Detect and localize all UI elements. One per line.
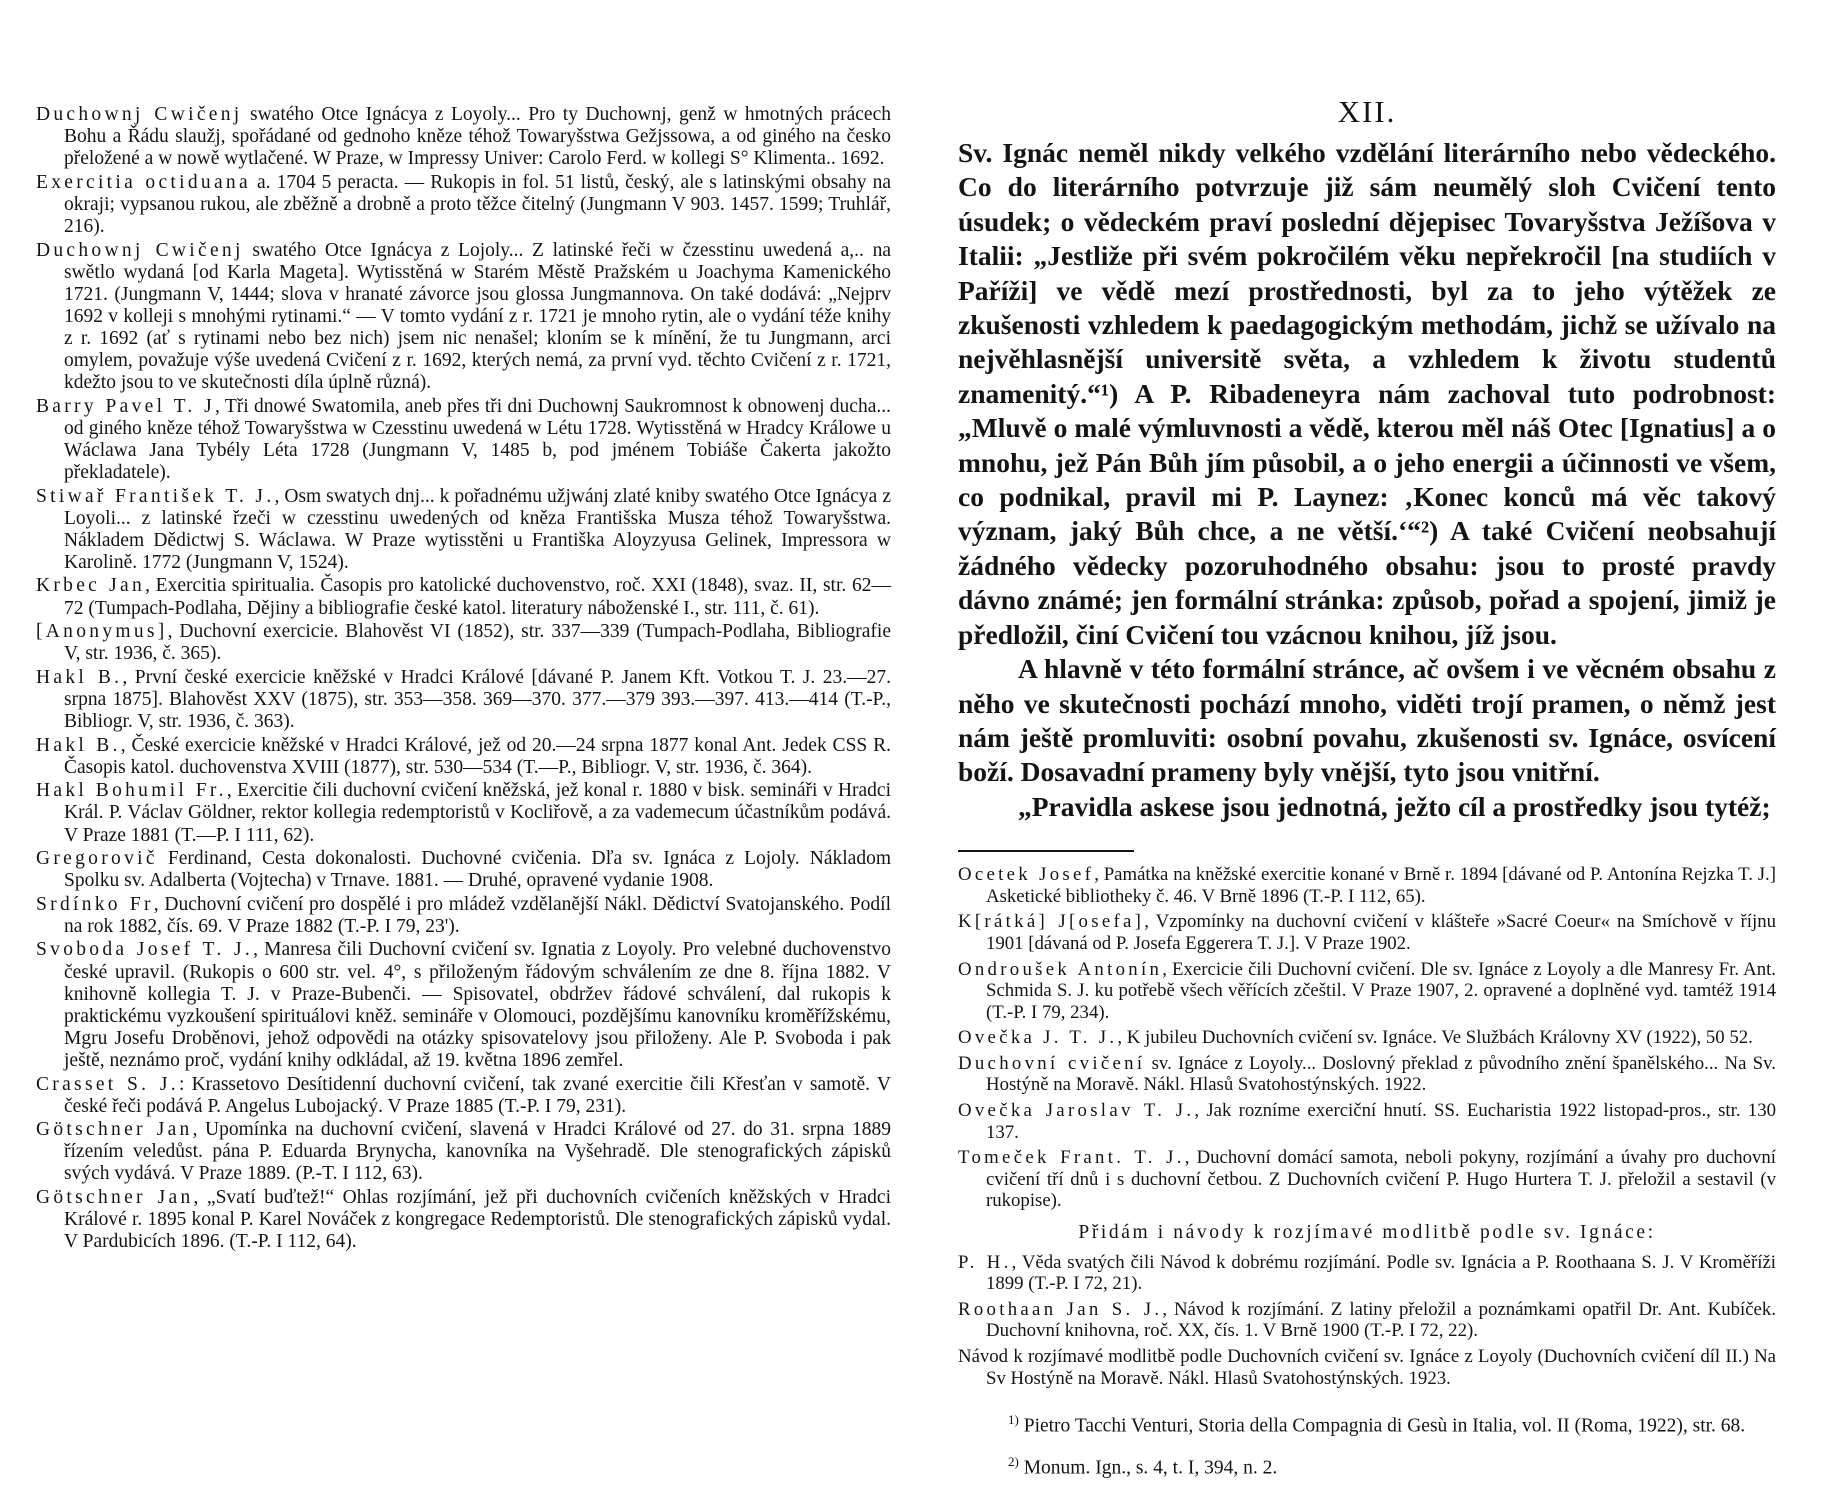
page-number: XII. [1337, 94, 1397, 129]
entry-text: , Duchovní cvičení pro dospělé i pro mládež vzdělanější Nákl. Dědictví Svatojanského. Podíl na rok 1882, čís. 69. V Praze 1882 (T.-P. I 79, 23'). [64, 893, 891, 937]
bibliography-entry [36, 848, 891, 892]
entry-author: K[rátká] J[osefa] [958, 911, 1145, 933]
entry-text: , Osm swatych dnj... k pořadnému užjwánj zlaté kniby swatého Otce Ignácya z Loyoli... z latinské řzeči w czesstinu uwedených od kněza Františska Musza téhož Towaryšstwa. Nákladem Dědictwj S. Wáclawa. W Praze wytisstěni u Františka Aloyzyusa Gelinek, Impressora w Karolině. 1772 (Jungmann V, 1524). [64, 485, 891, 573]
entry-author: Exercitia octiduana [36, 171, 251, 193]
entry-author: Stiwař František T. J. [36, 485, 275, 507]
entry-author: Hakl B. [36, 666, 123, 688]
entry-text: , K jubileu Duchovních cvičení sv. Ignáce. Ve Službách Královny XV (1922), 50 52. [1117, 1027, 1753, 1049]
entry-text: , „Svatí buďtež!“ Ohlas rozjímání, jež při duchovních cvičeních kněžských v Hradci Králové r. 1895 konal P. Karel Nováček z kongregace Redemptoristů. Dle stenografických zápisků vydal. V Pardubicích 1896. (T.-P. I 112, 64). [64, 1187, 891, 1253]
entry-author: Gregorovič [36, 848, 158, 870]
body-text [958, 136, 1776, 824]
bibliography-entry [36, 621, 891, 665]
entry-text: , Duchovní domácí samota, neboli pokyny, rozjímání a úvahy pro duchovní cvičení tří dnů i s duchovní četbou. Z Duchovních cvičení P. Hugo Hurtera T. J. přeložil a sestavil (v rukopise). [986, 1147, 1777, 1212]
entry-author: Götschner Jan [36, 1119, 193, 1141]
entry-author: Duchownj Cwičenj [36, 239, 244, 261]
bibliography-entry [36, 396, 891, 484]
bibliography-entry [958, 1346, 1776, 1389]
bibliography-entry [36, 1187, 891, 1253]
entry-text: , Návod k rozjímání. Z latiny přeložil a poznámkami opatřil Dr. Ant. Kubíček. Duchovní knihovna, roč. XX, čís. 1. V Brně 1900 (T.-P. I 72, 22). [986, 1298, 1776, 1342]
entry-author: Götschner Jan [36, 1187, 194, 1208]
footnote-text: Pietro Tacchi Venturi, Storia della Compagnia di Gesù in Italia, vol. II (Roma, 1922), str. 68. [1018, 1415, 1746, 1437]
footnote [958, 1405, 1776, 1441]
bibliography-entry [36, 575, 891, 619]
entry-text: , Exercitia spiritualia. Časopis pro katolické duchovenstvo, roč. XXI (1848), svaz. II, str. 62—72 (Tumpach-Podlaha, Dějiny a bibliografie české katol. literatury náboženské I., str. 111, č. 61). [64, 575, 891, 619]
entry-text: Ferdinand, Cesta dokonalosti. Duchovné cvičenia. Dľa sv. Ignáca z Lojoly. Nákladom Spolku sv. Adalberta (Vojtecha) v Trnave. 1881. — Druhé, opravené vydanie 1908. [64, 848, 891, 892]
bibliography-entry [958, 1299, 1776, 1342]
left-page [36, 104, 891, 1255]
entry-author: Krbec Jan [36, 575, 146, 597]
bibliography-entry [958, 864, 1776, 907]
entry-text: , Tři dnowé Swatomila, aneb přes tři dni Duchownj Saukromnost k obnowenj ducha... od giného kněze téhož Towaryšstwa w Czesstinu uwedená w Létu 1728. Wytisstěná w Hradcy Králowe u Wáclawa Jana Tybély Léta 1728 (Jungmann V, 1485 b, pod jménem Tobiáše Čakerta jakožto překladatele). [64, 395, 891, 483]
right-page [958, 94, 1776, 1488]
entry-text: , Věda svatých čili Návod k dobrému rozjímání. Podle sv. Ignácia a P. Roothaana S. J. V Kroměříži 1899 (T.-P. I 72, 21). [986, 1251, 1776, 1295]
entry-author: Ondroušek Antonín [958, 958, 1163, 980]
footnote-mark: 2) [1008, 1453, 1019, 1469]
entry-text: , Památka na kněžské exercitie konané v Brně r. 1894 [dávané od P. Antonína Rejzka T. J.] Asketické bibliotheky č. 46. V Brně 1896 (T.-P. I 112, 65). [986, 864, 1776, 907]
entry-author: Ovečka J. T. J. [958, 1027, 1118, 1049]
entry-text: , Manresa čili Duchovní cvičení sv. Ignatia z Loyoly. Pro velebné duchovenstvo české upravil. (Rukopis o 600 str. vel. 4°, s přiloženým řádovým schválením ze dne 8. října 1882. V knihovně kollegia T. J. v Praze-Bubenči. — Spisovatel, obdržev řádové schválení, dal rukopis k praktickému vyzkoušení spirituálovi kněž. semináře v Olomouci, pozdějšímu kanovníku kroměřížskému, Mgru Josefu Droběnovi, jehož odpovědi na otázky spisovatelovy jsou přiloženy. Ale P. Svoboda i pak ještě, neznámo proč, vydání knihy odkládal, až 19. května 1896 zemřel. [64, 939, 892, 1071]
entry-text: , Vzpomínky na duchovní cvičení v klášteře »Sacré Coeur« na Smíchově v říjnu 1901 [dávaná od P. Josefa Eggerera T. J.]. V Praze 1902. [986, 911, 1776, 954]
bibliography-entry [36, 780, 891, 846]
bibliography-entry [958, 1100, 1776, 1143]
entry-text: sv. Ignáce z Loyoly... Doslovný překlad z původního znění španělského... Na Sv. Hostýně na Moravě. Nákl. Hlasů Svatohostýnských. 1922. [986, 1052, 1776, 1096]
bibliography-entry [958, 1252, 1776, 1295]
body-paragraph: „Pravidla askese jsou jednotná, ježto cíl a prostředky jsou tytéž; [1018, 790, 1771, 822]
entry-author: Srdínko Fr [36, 893, 154, 915]
bibliography-entry [36, 894, 891, 938]
entry-text: , Jak rozníme exerciční hnutí. SS. Eucharistia 1922 listopad-pros., str. 130 137. [986, 1100, 1776, 1143]
entry-text: , České exercicie kněžské v Hradci Králové, jež od 20.—24 srpna 1877 konal Ant. Jedek CSS R. Časopis katol. duchovenstva XVIII (1877), str. 530—534 (T.—P., Bibliogr. V, str. 1936, č. 364). [64, 734, 892, 778]
bibliography-entry [36, 735, 891, 779]
entry-text: , Upomínka na duchovní cvičení, slavená v Hradci Králové od 27. do 31. srpna 1889 řízením veledůst. pána P. Eduarda Brynycha, kanovníka na Vyšehradě. Dle stenografických zápisků svých vydává. V Praze 1889. (P.-T. I 112, 63). [64, 1119, 891, 1185]
entry-text: : Krassetovo Desítidenní duchovní cvičení, tak zvané exercitie čili Křesťan v samotě. V české řeči podává P. Angelus Lubojacký. V Praze 1885 (T.-P. I 79, 231). [64, 1073, 891, 1117]
entry-author: Barry Pavel T. J [36, 395, 216, 417]
entry-text: , První české exercicie kněžské v Hradci Králové [dávané P. Janem Kft. Votkou T. J. 23.—27. srpna 1875]. Blahověst XXV (1875), str. 353—358. 369—370. 377.—379 393.—397. 413.—414 (T.-P., Bibliogr. V, str. 1936, č. 363). [64, 666, 891, 733]
bibliography-entry [958, 1027, 1776, 1049]
entry-author: Hakl B. [36, 734, 121, 756]
bibliography-entry [36, 104, 891, 170]
bibliography-entry [36, 667, 891, 733]
entry-author: Tomeček Frant. T. J. [958, 1147, 1185, 1169]
entry-author: Ocetek Josef [958, 864, 1095, 886]
entry-text: , Exercicie čili Duchovní cvičení. Dle sv. Ignáce z Loyoly a dle Manresy Fr. Ant. Schmida S. J. ku potřebě všech věřících zčeštil. V Praze 1907, 2. opravené a doplněné vyd. tamtéž 1914 (T.-P. I 79, 234). [986, 958, 1776, 1023]
entry-author: [Anonymus] [36, 621, 168, 643]
bibliography-entry [36, 486, 891, 574]
entry-text: swatého Otce Ignácya z Loyoly... Pro ty Duchownj, genž w hmotných prácech Bohu a Řádu slaužj, spořádané od gednoho kněze téhož Towaryšstwa Gežjssowa, a od giného na česko přeložené a w nowě wytlačené. W Praze, w Impressy Univer: Carolo Ferd. w kollegi S° Klimenta.. 1692. [64, 104, 891, 170]
footnote-text: Monum. Ign., s. 4, t. I, 394, n. 2. [1018, 1457, 1278, 1479]
bibliography-entry [36, 240, 891, 395]
entry-author: P. H. [958, 1251, 1012, 1273]
bibliography-entry [958, 1053, 1776, 1096]
entry-author: Hakl Bohumil Fr. [36, 780, 227, 802]
entry-text: Návod k rozjímavé modlitbě podle Duchovních cvičení sv. Ignáce z Loyoly (Duchovních cvičení díl II.) Na Sv Hostýně na Moravě. Nákl. Hlasů Svatohostýnských. 1923. [958, 1346, 1776, 1389]
bibliography-entry [36, 1119, 891, 1185]
section-subheading: Přidám i návody k rozjímavé modlitbě podle sv. Ignáce: [1078, 1222, 1656, 1244]
entry-text: swatého Otce Ignácya z Lojoly... Z latinské řeči w čzesstinu uwedená a,.. na swětlo wydaná [od Karla Mageta]. Wytisstěná w Starém Městě Pražském u Joachyma Kamenického 1721. (Jungmann V, 1444; slova v hranaté závorce jsou glossa Jungmannova. On také dodává: „Nejprv 1692 v kolleji s mnohými rytinami.“ — V tomto vydání z r. 1721 je mnoho rytin, ale o vydání téže knihy z r. 1692 (ať s rytinami nebo bez nich) jsem nic nenašel; kloním se k mínění, že tu Jungmann, arci omylem, považuje výše uvedená Cvičení z r. 1692, kterých nemá, za první vyd. těchto Cvičení z r. 1721, kdežto jsou to ve skutečnosti díla úplně různá). [64, 239, 891, 394]
entry-author: Svoboda Josef T. J. [36, 939, 254, 961]
bibliography-entry [36, 1074, 891, 1118]
entry-author: Duchovní cvičení [958, 1052, 1146, 1074]
entry-text: a. 1704 5 peracta. — Rukopis in fol. 51 listů, český, ale s latinskými obsahy na okraji; vypsanou rukou, ale zběžně a drobně a proto těžce čitelný (Jungmann V 903. 1457. 1599; Truhlář, 216). [64, 171, 891, 237]
body-paragraph: Sv. Ignác neměl nikdy velkého vzdělání literárního nebo vědeckého. Co do literárního potvrzuje již sám neumělý sloh Cvičení tento úsudek; o vědeckém praví poslední dějepisec Tovaryšstva Ježíšova v Italii: „Jestliže při svém pokročilém věku nepřekročil [na studiích v Paříži] ve vědě mezí prostřednosti, byl za to jeho výtěžek ze zkušenosti vzhledem k paedagogickým methodám, jichž se užívalo na nejvěhlasnější universitě světa, a vzhledem k životu studentů znamenitý.“¹) A P. Ribadeneyra nám zachoval tuto podrobnost: „Mluvě o malé výmluvnosti a vědě, kterou měl náš Otec [Ignatius] a o mnohu, jež Pán Bůh jím působil, a o jeho energii a účinnosti ve všem, co podnikal, pravil mi P. Laynez: ‚Konec konců má věc takový význam, jaký Bůh chce, a ne větší.‘“²) A také Cvičení neobsahují žádného vědecky pozoruhodného obsahu: jsou to prosté pravdy dávno známé; jen formální stránka: způsob, pořad a spojení, jimiž je předložil, činí Cvičení tou vzácnou knihou, jíž jsou. [958, 137, 1776, 650]
footnotes [958, 1405, 1776, 1482]
entry-author: Crasset S. J. [36, 1073, 179, 1095]
footnote-separator-rule [958, 850, 1134, 852]
body-paragraph: A hlavně v této formální stránce, ač ovšem i ve věcném obsahu z něho ve skutečnosti pochází mnoho, viděti trojí pramen, o němž jest nám ještě promluviti: osobní povahu, zkušenosti sv. Ignáce, osvícení boží. Dosavadní prameny byly vnější, tyto jsou vnitřní. [958, 653, 1776, 788]
entry-author: Roothaan Jan S. J. [958, 1298, 1163, 1320]
footnote-mark: 1) [1008, 1412, 1019, 1428]
bibliography-entry [958, 1147, 1776, 1212]
bibliography-entry [36, 172, 891, 238]
entry-text: , Duchovní exercicie. Blahověst VI (1852), str. 337—339 (Tumpach-Podlaha, Bibliografie V, str. 1936, č. 365). [64, 621, 891, 665]
entry-text: , Exercitie čili duchovní cvičení kněžská, jež konal r. 1880 v bisk. semináři v Hradci Král. P. Václav Göldner, rektor kollegia redemptoristů v Kocliřově, a za vademecum účastníkům podává. V Praze 1881 (T.—P. I 111, 62). [64, 780, 891, 846]
bibliography-entry [958, 959, 1776, 1024]
entry-author: Ovečka Jaroslav T. J. [958, 1100, 1195, 1122]
bibliography-entry [958, 911, 1776, 954]
bibliography-entry [36, 939, 891, 1072]
entry-author: Duchownj Cwičenj [36, 104, 243, 125]
footnote [958, 1447, 1776, 1483]
bibliography-continued [958, 864, 1776, 1389]
